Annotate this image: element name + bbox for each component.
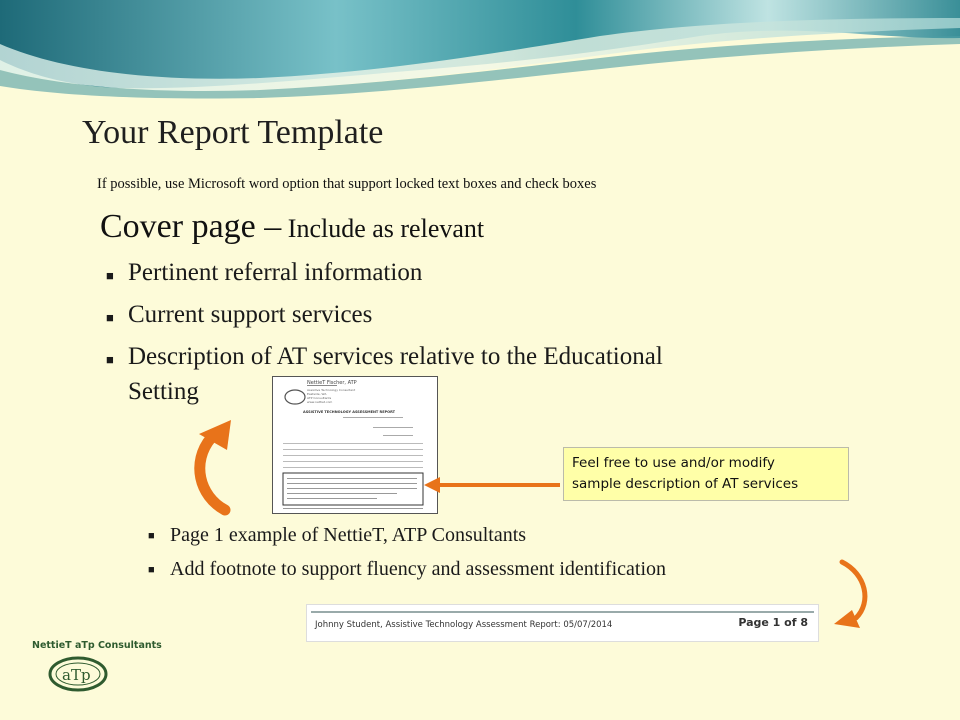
section-heading-main: Cover page – <box>100 208 282 245</box>
section-heading <box>100 208 484 246</box>
thumbnail-line: Assistive Technology Consultant <box>307 388 356 392</box>
square-bullet-icon: ■ <box>106 310 114 325</box>
square-bullet-icon: ■ <box>148 530 155 542</box>
callout-line: sample description of AT services <box>572 476 799 492</box>
square-bullet-icon: ■ <box>106 268 114 283</box>
callout-note <box>563 447 849 501</box>
atp-logo-icon <box>46 652 136 702</box>
thumbnail-line: www.nettiet.com <box>307 400 333 404</box>
footer-page-number: Page 1 of 8 <box>738 616 808 629</box>
logo-text: NettieT aTp Consultants <box>32 640 162 651</box>
header-wave-decoration <box>0 0 960 100</box>
bullet-text: Pertinent referral information <box>128 259 423 286</box>
page-title: Your Report Template <box>82 114 384 151</box>
thumbnail-heading: ASSISTIVE TECHNOLOGY ASSESSMENT REPORT <box>303 410 396 414</box>
footer-rule <box>311 611 814 613</box>
thumbnail-line: ATP Consultants <box>307 396 332 400</box>
footer-example <box>306 604 819 642</box>
curved-arrow-right-icon <box>828 556 888 636</box>
subtitle-instructions: If possible, use Microsoft word option that support locked text boxes and check boxes <box>97 176 597 192</box>
square-bullet-icon: ■ <box>106 352 114 367</box>
report-page-thumbnail <box>272 376 438 514</box>
callout-line: Feel free to use and/or modify <box>572 455 775 471</box>
footer-left-text: Johnny Student, Assistive Technology Assessment Report: 05/07/2014 <box>315 620 613 630</box>
bullet-text: Setting <box>128 378 199 405</box>
thumbnail-line: Eastside, WA <box>307 392 327 396</box>
report-page-preview <box>273 377 438 514</box>
bullet-text: Current support services <box>128 301 373 328</box>
svg-text:aTp: aTp <box>62 666 91 684</box>
curved-arrow-icon <box>185 418 265 518</box>
bullet-text: Description of AT services relative to the Educational <box>128 343 663 370</box>
thumbnail-name: NettieT Fischer, ATP <box>307 380 357 386</box>
section-heading-small: Include as relevant <box>281 214 485 243</box>
square-bullet-icon: ■ <box>148 564 155 576</box>
left-arrow-icon <box>424 475 564 495</box>
sub-bullet-text: Page 1 example of NettieT, ATP Consultants <box>170 524 527 546</box>
sub-bullet-text: Add footnote to support fluency and assessment identification <box>170 558 667 580</box>
